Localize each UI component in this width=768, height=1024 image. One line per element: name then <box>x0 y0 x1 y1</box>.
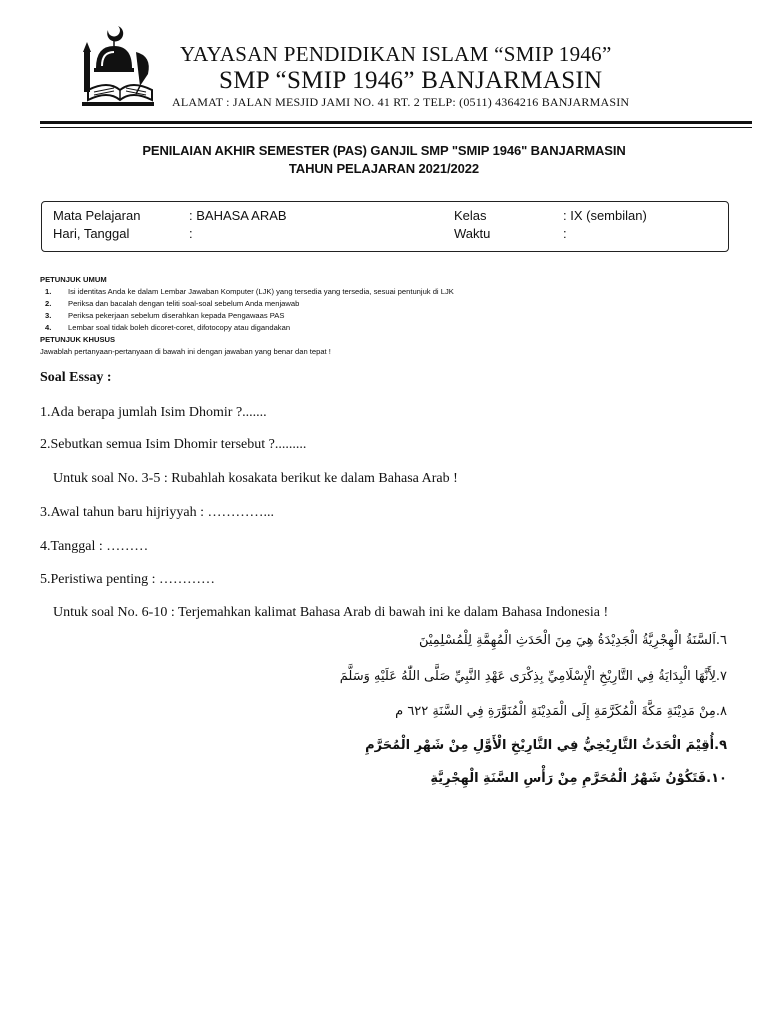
question-2: 2.Sebutkan semua Isim Dhomir tersebut ?......... <box>40 437 307 452</box>
question-6-arabic: ٦.اَلسَّنَةُ الْهِجْرِيَّةُ الْجَدِيْدَةُ هِيَ مِنَ الْحَدَثِ الْمُهِمَّةِ لِلْمُسْلِمِيْنَ <box>418 633 727 648</box>
question-8-arabic: ٨.مِنْ مَدِيْنَةِ مَكَّةَ الْمُكَرَّمَةِ إِلَى الْمَدِيْنَةِ الْمُنَوَّرَةِ فِي السَّنَةِ ٦٢٢ م <box>395 704 727 719</box>
exam-title: PENILAIAN AKHIR SEMESTER (PAS) GANJIL SMP "SMIP 1946" BANJARMASIN <box>142 143 626 158</box>
special-instruction-text: Jawablah pertanyaan-pertanyaan di bawah ini dengan jawaban yang benar dan tepat ! <box>40 347 331 356</box>
instruction-item: Isi identitas Anda ke dalam Lembar Jawaban Komputer (LJK) yang tersedia yang tersedia, sesuai pentunjuk di LJK <box>68 287 454 296</box>
subject-label: Mata Pelajaran <box>53 208 141 223</box>
exam-info-box <box>41 201 729 252</box>
question-3: 3.Awal tahun baru hijriyyah : …………... <box>40 505 274 520</box>
question-10-arabic: ١٠.فَتَكُوْنُ شَهْرُ الْمُحَرَّمِ مِنْ رَأْسِ السَّنَةِ الْهِجْرِيَّةِ <box>430 771 727 786</box>
subject-value: : BAHASA ARAB <box>189 208 287 223</box>
time-value: : <box>563 226 567 241</box>
instruction-questions-6-10: Untuk soal No. 6-10 : Terjemahkan kalimat Bahasa Arab di bawah ini ke dalam Bahasa Indonesia ! <box>53 605 609 620</box>
school-name: SMP “SMIP 1946” BANJARMASIN <box>219 67 603 94</box>
question-7-arabic: ٧.لِأَنَّهَا الْبِدَايَةُ فِي التَّارِيْخِ الْإِسْلَامِيِّ بِذِكْرَى عَهْدِ النَّبِيِّ صَلَّى اللّٰهُ عَلَيْهِ وَسَلَّمَ <box>339 669 727 684</box>
day-date-value: : <box>189 226 193 241</box>
instruction-item: Periksa dan bacalah dengan teliti soal-soal sebelum Anda menjawab <box>68 299 300 308</box>
day-date-label: Hari, Tanggal <box>53 226 130 241</box>
letterhead-rule-thick <box>40 121 752 124</box>
instruction-number: 1. <box>45 287 52 296</box>
school-address: ALAMAT : JALAN MESJID JAMI NO. 41 RT. 2 TELP: (0511) 4364216 BANJARMASIN <box>172 95 630 109</box>
question-5: 5.Peristiwa penting : ………… <box>40 572 215 587</box>
letterhead-rule-thin <box>40 127 752 128</box>
instruction-number: 4. <box>45 323 52 332</box>
instruction-item: Periksa pekerjaan sebelum diserahkan kepada Pengawaas PAS <box>68 311 285 320</box>
school-mosque-logo-icon <box>78 22 158 110</box>
foundation-name: YAYASAN PENDIDIKAN ISLAM “SMIP 1946” <box>180 42 612 66</box>
instruction-questions-3-5: Untuk soal No. 3-5 : Rubahlah kosakata berikut ke dalam Bahasa Arab ! <box>53 471 458 486</box>
instruction-number: 2. <box>45 299 52 308</box>
class-label: Kelas <box>454 208 487 223</box>
question-4: 4.Tanggal : ……… <box>40 539 149 554</box>
instruction-item: Lembar soal tidak boleh dicoret-coret, difotocopy atau digandakan <box>68 323 291 332</box>
general-instructions-heading: PETUNJUK UMUM <box>40 275 107 284</box>
time-label: Waktu <box>454 226 491 241</box>
class-value: : IX (sembilan) <box>563 208 647 223</box>
exam-year: TAHUN PELAJARAN 2021/2022 <box>288 161 480 176</box>
question-1: 1.Ada berapa jumlah Isim Dhomir ?....... <box>40 405 267 420</box>
question-9-arabic: ٩.أُقِيْمَ الْحَدَثُ التَّارِيْخِيُّ فِي التَّارِيْخِ الْأَوَّلِ مِنْ شَهْرِ الْمُحَرَّمِ <box>365 738 727 753</box>
essay-heading: Soal Essay : <box>40 370 112 385</box>
special-instructions-heading: PETUNJUK KHUSUS <box>40 335 116 344</box>
instruction-number: 3. <box>45 311 52 320</box>
